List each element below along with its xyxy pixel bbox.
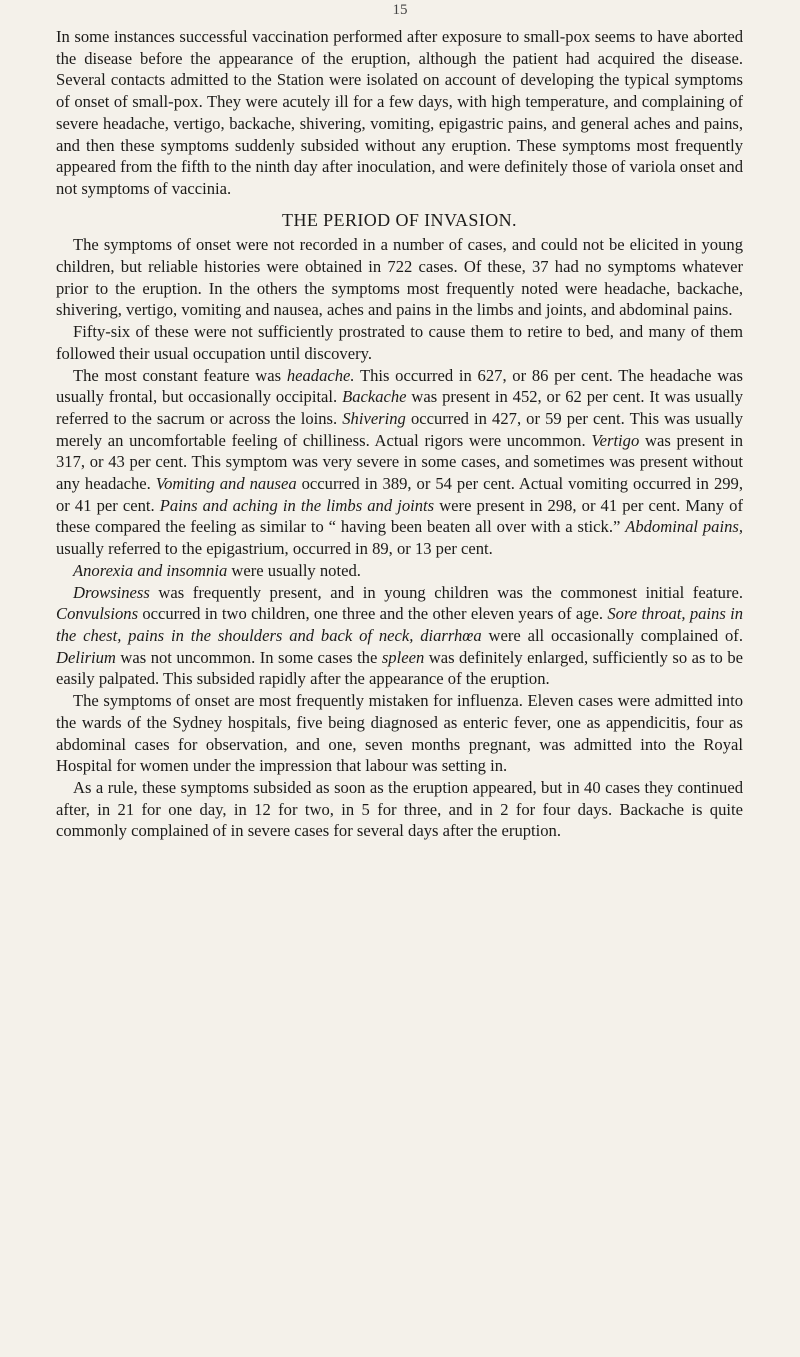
term-drowsiness: Drowsiness: [73, 582, 150, 602]
paragraph-constant-features: [56, 365, 743, 560]
term-headache: headache.: [286, 365, 355, 385]
text-run: were all occasionally complained of.: [481, 625, 743, 645]
term-convulsions: Convulsions: [56, 604, 139, 624]
text-run: was definitely enlarged, sufficiently so as to be easily palpated. This subsided rapidly after the appearance of the eruption.: [56, 647, 743, 689]
term-spleen: spleen: [381, 647, 425, 667]
text-run: The most constant feature was: [73, 365, 287, 385]
text-run: was frequently present, and in young children was the commonest initial feature.: [149, 582, 743, 602]
paragraph-onset-histories: The symptoms of onset were not recorded in a number of cases, and could not be elicited in young children, but reliable histories were obtained in 722 cases. Of these, 37 had no symptoms whatever prior to the eruption. In the others the symptoms most frequently noted were headache, backache, shivering, vertigo, vomiting and nausea, aches and pains in the limbs and joints, and abdominal pains.: [56, 235, 743, 320]
term-delirium: Delirium: [56, 647, 116, 667]
text-run: was present in 452, or 62 per cent. It was usually referred to the sacrum or across the loins.: [56, 387, 743, 428]
text-run: were present in 298, or 41 per cent. Many of these compared the feeling as similar to “ having been beaten all over with a stick.”: [56, 495, 743, 537]
term-vertigo: Vertigo: [591, 430, 640, 450]
paragraph-prostration: Fifty-six of these were not sufficiently prostrated to cause them to retire to bed, and many of them followed their usual occupation until discovery.: [56, 322, 743, 363]
page-body: [56, 26, 743, 842]
text-run: occurred in 389, or 54 per cent. Actual vomiting occurred in 299, or 41 per cent.: [56, 474, 743, 515]
section-heading: THE PERIOD OF INVASION.: [282, 209, 517, 230]
text-run: usually referred to the epigastrium, occurred in 89, or 13 per cent.: [56, 539, 493, 559]
term-pains-limbs: Pains and aching in the limbs and joints: [159, 495, 435, 515]
intro-paragraph: In some instances successful vaccination performed after exposure to small-pox seems to have aborted the disease before the appearance of the eruption, although the patient had acquired the disease. Several contacts admitted to the Station were isolated on account of developing the typical symptoms of onset of small-pox. They were acutely ill for a few days, with high temperature, and complaining of severe headache, vertigo, backache, shivering, vomiting, epigastric pains, and general aches and pains, and then these symptoms suddenly subsided without any eruption. These symptoms most frequently appeared from the fifth to the ninth day after inoculation, and were definitely those of variola onset and not symptoms of vaccinia.: [56, 27, 743, 198]
term-shivering: Shivering: [342, 408, 406, 428]
page-number: 15: [392, 2, 408, 18]
term-sore-throat: Sore throat, pains in the chest, pains in the shoulders and back of neck, diarrhœa: [56, 604, 744, 645]
text-run: This occurred in 627, or 86 per cent. The headache was usually frontal, but occasionally occipital.: [56, 365, 743, 407]
term-anorexia-insomnia: Anorexia and insomnia: [73, 560, 228, 580]
text-run: were usually noted.: [227, 560, 361, 580]
text-run: occurred in two children, one three and the other eleven years of age.: [138, 604, 608, 624]
term-vomiting-nausea: Vomiting and nausea: [155, 474, 297, 494]
term-backache: Backache: [342, 387, 407, 407]
paragraph-influenza-mistaken: The symptoms of onset are most frequently mistaken for influenza. Eleven cases were admitted into the wards of the Sydney hospitals, five being diagnosed as enteric fever, one as appendicitis, four as abdominal cases for observation, and one, seven months pregnant, was admitted into the Royal Hospital for women under the impression that labour was setting in.: [56, 691, 743, 776]
text-run: occurred in 427, or 59 per cent. This was usually merely an uncomfortable feeling of chilliness. Actual rigors were uncommon.: [56, 408, 743, 450]
text-run: was present in 317, or 43 per cent. This symptom was very severe in some cases, and sometimes was present without any headache.: [56, 430, 744, 494]
term-abdominal-pains: Abdominal pains,: [625, 517, 743, 537]
paragraph-drowsiness: [56, 582, 743, 691]
paragraph-subsiding: As a rule, these symptoms subsided as soon as the eruption appeared, but in 40 cases they continued after, in 21 for one day, in 12 for two, in 5 for three, and in 2 for four days. Backache is quite commonly complained of in severe cases for several days after the eruption.: [56, 777, 743, 841]
text-run: was not uncommon. In some cases the: [115, 647, 382, 667]
paragraph-anorexia: [56, 560, 743, 582]
